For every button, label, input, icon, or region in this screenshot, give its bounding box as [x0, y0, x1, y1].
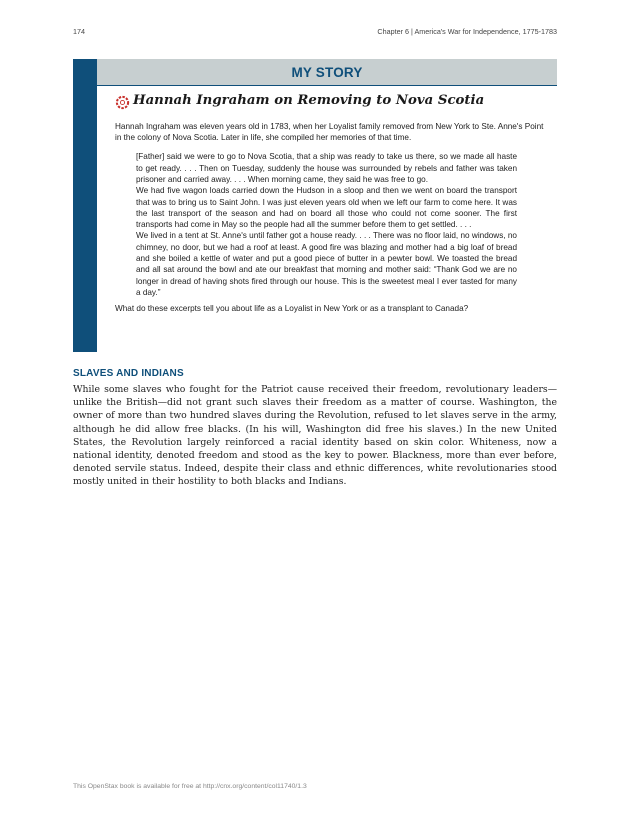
- story-intro: Hannah Ingraham was eleven years old in 1783, when her Loyalist family removed from New York to Ste. Anne's Point in the colony of Nova Scotia. Later in life, she compiled her memories of that time.: [115, 122, 544, 143]
- story-title: Hannah Ingraham on Removing to Nova Scotia: [133, 93, 485, 108]
- my-story-box: [73, 59, 557, 352]
- page-header: [73, 27, 557, 39]
- quote-paragraph: [Father] said we were to go to Nova Scotia, that a ship was ready to take us there, so we made all haste to get ready. . . . Then on Tuesday, suddenly the house was surrounded by rebels and father was taken prisoner and carried away. . . . When morning came, they said he was free to go.: [136, 152, 517, 184]
- story-content: [115, 93, 557, 314]
- quote-paragraph: We had five wagon loads carried down the Hudson in a sloop and then we went on board the transport that was to bring us to Saint John. I was just eleven years old when we left our farm to come here. It was the last transport of the season and had on board all those who could not come sooner. The first transports had come in May so the people had all the summer before them to get settled. . . .: [136, 186, 517, 230]
- running-head: Chapter 6 | America's War for Independence, 1775-1783: [377, 27, 557, 36]
- page-footer: This OpenStax book is available for free at http://cnx.org/content/col11740/1.3: [73, 783, 307, 790]
- story-band: [97, 59, 557, 86]
- story-side-bar: [73, 59, 97, 352]
- section-heading: SLAVES AND INDIANS: [73, 368, 184, 379]
- compass-icon: [115, 95, 130, 110]
- quote-paragraph: We lived in a tent at St. Anne's until father got a house ready. . . . There was no floor laid, no windows, no chimney, no door, but we had a roof at least. A good fire was blazing and mother had a big loaf of bread and she boiled a kettle of water and put a good piece of butter in a pewter bowl. We toasted the bread and all sat around the bowl and ate our breakfast that morning and mother said: “Thank God we are no longer in dread of having shots fired through our house. This is the sweetest meal I ever tasted for many a day.”: [136, 231, 517, 297]
- page-number: 174: [73, 27, 85, 36]
- story-quote: [136, 151, 517, 298]
- story-question: What do these excerpts tell you about life as a Loyalist in New York or as a transplant to Canada?: [115, 304, 469, 314]
- story-band-title: MY STORY: [291, 65, 363, 80]
- section-body: While some slaves who fought for the Patriot cause received their freedom, revolutionary leaders—unlike the British—did not grant such slaves their freedom as a matter of course. Washington, the owner of more than two hundred slaves during the Revolution, refused to let slaves serve in the army, although he did allow free blacks. (In his will, Washington did free his slaves.) In the new United States, the Revolution largely reinforced a racial identity based on skin color. Whiteness, now a national identity, denoted freedom and stood as the key to power. Blackness, more than ever before, denoted servile status. Indeed, despite their class and ethnic differences, white revolutionaries stood mostly united in their hostility to both blacks and Indians.: [73, 384, 557, 488]
- story-title-row: [115, 93, 557, 113]
